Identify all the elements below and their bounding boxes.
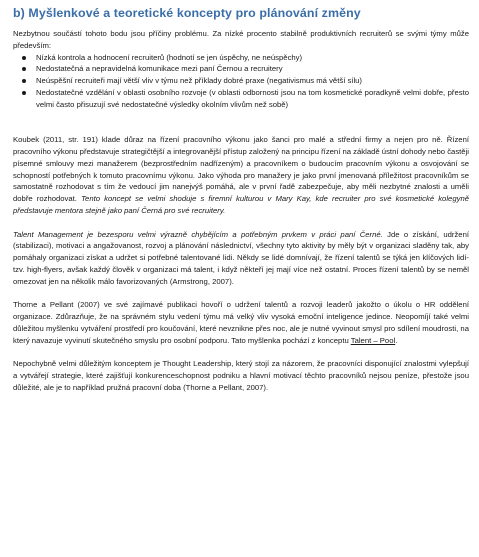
- koubek-paragraph: [13, 134, 469, 217]
- bullet-icon: [22, 91, 26, 95]
- paragraph-spacer: [13, 111, 469, 123]
- leadership-paragraph: Nepochybně velmi důležitým konceptem je Thought Leadership, který stojí za názorem, že pracovníci disponující znalostmi vylepšují a vytvářejí strategie, které zajišťují konkurenceschopnost podniku a hlavní motivací těchto pracovníků nejsou peníze, přestože jsou důležité, ale je to například pružná pracovní doba (Thorne a Pellant, 2007).: [13, 359, 469, 392]
- talent-italic-text: Talent Management je bezesporu velmi výrazně chybějícím a potřebným prvkem v práci paní Černé.: [13, 229, 383, 239]
- thorne-paragraph: [13, 299, 469, 346]
- talent-text: Jde o získání, udržení (stabilizaci), motivaci a angažovanost, rozvoj a plánování následnictví, všechny tyto aktivity by měly být v organizaci sladěny tak, aby pomáhaly organizaci získat a udržet si potřebné talentované lidi. Někdy se lidé domnívají, že řízení talentů se týká jen klíčových lidí-tzv. high-flyers, avšak každý člověk v organizaci má talent, i když někteří jej mají více než ostatní. Proces řízení talentů by se neměl omezovat jen na několik málo favorizovaných (Armstrong, 2007).: [13, 229, 469, 286]
- talent-paragraph: [13, 229, 469, 288]
- list-item-text: Nedostatečné vzdělání v oblasti osobního rozvoje (v oblasti odbornosti jsou na tom kosmetické poradkyně velmi dobře, přesto velmi často přisuzují své nedostatečné výsledky okolním vlivům než sobě): [36, 87, 469, 109]
- paragraph-spacer: [13, 122, 469, 134]
- talent-pool-term: Talent – Pool: [350, 335, 396, 345]
- list-item-text: Nedostatečná a nepravidelná komunikace mezi paní Černou a recruitery: [36, 64, 283, 74]
- thorne-text: Thorne a Pellant (2007) ve své zajímavé publikaci hovoří o udržení talentů a rozvoji leaderů jakožto o úkolu o HR oddělení organizace. Zdůrazňuje, že na správném stylu vedení týmu má velký vliv vysoká emoční inteligence jedince. Neopomíjí také velmi důležitou myšlenku vytváření prostředí pro koučování, které nevznikne přes noc, ale je nutné vyvinout smysl pro sdílení moudrosti, na který navazuje vyvinutí skutečného smyslu pro osobní podporu. Tato myšlenka pochází z konceptu: [13, 300, 469, 345]
- causes-list: [13, 52, 469, 111]
- section-heading: b) Myšlenkové a teoretické koncepty pro plánování změny: [13, 6, 361, 20]
- koubek-text: Koubek (2011, str. 191) klade důraz na řízení pracovního výkonu jako šanci pro malé a střední firmy a nejen pro ně. Řízení pracovního výkonu představuje strategičtější a integrovanější přístup založený na principu řízení na základě ústní dohody nebo častěji písemné smlouvy mezi manažerem (bezprostředním nadřízeným) a pracovníkem o budoucím pracovním výkonu a osvojování se schopností potřebných k tomuto pracovnímu výkonu. Jako výhoda pro manažery je jako první jmenovaná příležitost pracovníkům se samostatně rozhodovat s tím že vedoucí jim nanejvýš pomáhá, ale v první řadě zabezpečuje, aby měli nezbytné znalosti a uměli dobře rozhodovat.: [13, 135, 469, 204]
- list-item-text: Neúspěšní recruiteři mají větší vliv v týmu než příklady dobré praxe (negativismus má větší sílu): [36, 76, 362, 86]
- list-item: [36, 63, 469, 75]
- intro-paragraph: Nezbytnou součástí tohoto bodu jsou příčiny problému. Za nízké procento stabilně produktivních recruiterů se svými týmy může především:: [13, 29, 469, 50]
- list-item-text: Nízká kontrola a hodnocení recruiterů (hodnotí se jen úspěchy, ne neúspěchy): [36, 52, 303, 62]
- bullet-icon: [22, 79, 26, 83]
- paragraph-spacer: [13, 288, 469, 300]
- bullet-icon: [22, 67, 26, 71]
- paragraph-spacer: [13, 217, 469, 229]
- list-item: [36, 75, 469, 87]
- list-item: [36, 87, 469, 111]
- koubek-italic-text: Tento koncept se velmi shoduje s firemní kulturou v Mary Kay, kde recruiter pro své kosmetické kolegyně představuje mentora stejně jako paní Černá pro své recruitery.: [13, 194, 469, 215]
- paragraph-spacer: [13, 347, 469, 359]
- bullet-icon: [22, 56, 26, 60]
- list-item: [36, 52, 469, 64]
- thorne-end: .: [395, 335, 398, 345]
